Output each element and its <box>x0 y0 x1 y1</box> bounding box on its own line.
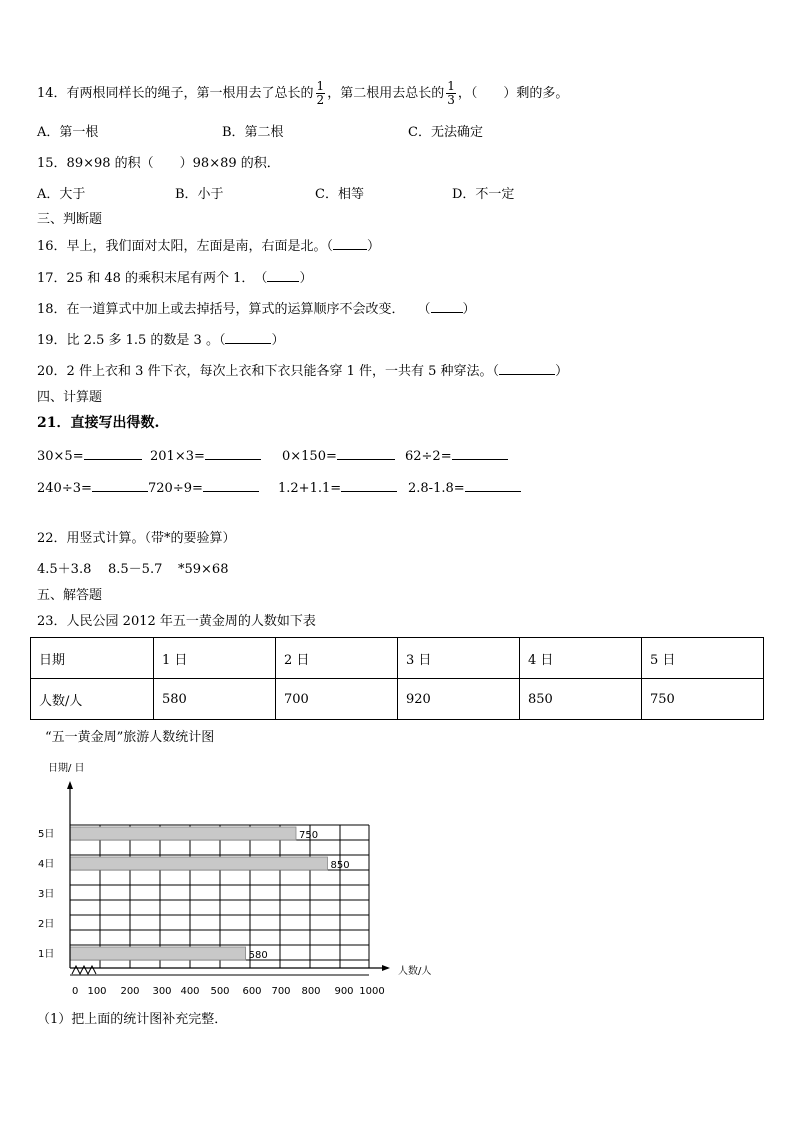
axis-break-mark <box>72 966 96 974</box>
section-heading-solution: 五、解答题 <box>37 588 103 603</box>
table-cell: 920 <box>398 679 520 720</box>
q23-sub1: （1）把上面的统计图补充完整． <box>37 1012 228 1027</box>
table-cell: 580 <box>154 679 276 720</box>
visitor-table <box>30 637 764 720</box>
q21-item: 240÷3= <box>37 481 148 497</box>
fraction-one-half: $\frac{1}{2}$ <box>316 79 325 107</box>
bar-value-label: 850 <box>330 860 350 871</box>
section-heading-judgement: 三、判断题 <box>37 212 103 227</box>
table-cell: 850 <box>520 679 642 720</box>
q22-item: 8.5－5.7 <box>108 562 163 577</box>
bar-4日 <box>70 857 328 870</box>
x-tick-label: 500 <box>210 986 230 997</box>
q19: 19．比 2.5 多 1.5 的数是 3 。（ ） <box>37 333 285 348</box>
q14-option-c[interactable]: C．无法确定 <box>408 125 483 140</box>
bar-value-label: 580 <box>248 950 268 961</box>
table-cell: 700 <box>276 679 398 720</box>
answer-blank[interactable] <box>499 374 555 375</box>
bar-5日 <box>70 827 296 840</box>
y-tick-label: 1日 <box>38 949 55 960</box>
answer-blank[interactable] <box>267 281 299 282</box>
bar-value-label: 750 <box>299 830 319 841</box>
x-axis-title: 人数/人 <box>398 966 432 977</box>
q22-title: 22．用竖式计算。（带*的要验算） <box>37 531 236 546</box>
bar-chart <box>0 755 460 1009</box>
q18: 18．在一道算式中加上或去掉括号，算式的运算顺序不会改变． （ ） <box>37 302 476 317</box>
answer-blank[interactable] <box>205 459 261 460</box>
x-tick-label: 0 <box>72 986 79 997</box>
q15-stem: 15．89×98 的积（ ）98×89 的积． <box>37 156 280 171</box>
y-tick-label: 2日 <box>38 919 55 930</box>
bar-chart-svg <box>0 755 460 1005</box>
q21-item: 720÷9= <box>148 481 259 497</box>
q21-item: 62÷2= <box>405 449 508 465</box>
x-tick-label: 600 <box>242 986 262 997</box>
bar-1日 <box>70 947 246 960</box>
q14-stem: 14．有两根同样长的绳子，第一根用去了总长的 $\frac{1}{2}$ ，第二根用去总长的 $\frac{1}{3}$ ，（ ）剩的多。 <box>37 79 569 107</box>
y-tick-label: 4日 <box>38 859 55 870</box>
y-axis-arrow <box>67 781 73 789</box>
q14-option-a[interactable]: A．第一根 <box>37 125 99 140</box>
x-tick-label: 800 <box>301 986 321 997</box>
y-tick-label: 3日 <box>38 889 55 900</box>
table-header-cell: 日期 <box>31 638 154 679</box>
fraction-one-third: $\frac{1}{3}$ <box>447 79 455 107</box>
x-tick-label: 400 <box>180 986 200 997</box>
x-tick-label: 100 <box>87 986 107 997</box>
q22-item: 4.5＋3.8 <box>37 562 92 577</box>
answer-blank[interactable] <box>225 343 271 344</box>
y-tick-label: 5日 <box>38 829 55 840</box>
q21-item: 1.2+1.1= <box>278 481 397 497</box>
answer-blank[interactable] <box>84 459 142 460</box>
x-tick-label: 900 <box>334 986 354 997</box>
x-tick-label: 1000 <box>359 986 385 997</box>
q21-item: 0×150= <box>282 449 395 465</box>
q15-option-c[interactable]: C．相等 <box>315 187 364 202</box>
q20: 20．2 件上衣和 3 件下衣，每次上衣和下衣只能各穿 1 件，一共有 5 种穿法。（ ） <box>37 364 569 379</box>
table-row <box>31 679 764 720</box>
q17: 17．25 和 48 的乘积末尾有两个 1． （ ） <box>37 271 313 286</box>
q14-option-b[interactable]: B．第二根 <box>222 125 284 140</box>
section-heading-calculation: 四、计算题 <box>37 390 103 405</box>
x-tick-label: 700 <box>271 986 291 997</box>
q22-item: *59×68 <box>178 562 229 577</box>
answer-blank[interactable] <box>452 459 508 460</box>
table-header-cell: 人数/人 <box>31 679 154 720</box>
answer-blank[interactable] <box>431 312 463 313</box>
table-cell: 2 日 <box>276 638 398 679</box>
answer-blank[interactable] <box>337 459 395 460</box>
table-row <box>31 638 764 679</box>
answer-blank[interactable] <box>341 491 397 492</box>
y-axis-title: 日期/ 日 <box>48 763 85 774</box>
q21-item: 201×3= <box>150 449 261 465</box>
table-cell: 4 日 <box>520 638 642 679</box>
q21-item: 2.8-1.8= <box>408 481 521 497</box>
q15-option-d[interactable]: D．不一定 <box>452 187 515 202</box>
answer-blank[interactable] <box>465 491 521 492</box>
q23-title: 23．人民公园 2012 年五一黄金周的人数如下表 <box>37 614 316 629</box>
x-tick-label: 300 <box>152 986 172 997</box>
table-cell: 750 <box>642 679 764 720</box>
table-cell: 3 日 <box>398 638 520 679</box>
q21-item: 30×5= <box>37 449 142 465</box>
table-cell: 5 日 <box>642 638 764 679</box>
answer-blank[interactable] <box>203 491 259 492</box>
x-tick-label: 200 <box>120 986 140 997</box>
q15-option-b[interactable]: B．小于 <box>175 187 224 202</box>
q16: 16．早上，我们面对太阳，左面是南，右面是北。（ ） <box>37 239 381 254</box>
q15-option-a[interactable]: A．大于 <box>37 187 86 202</box>
x-axis-arrow <box>382 965 390 971</box>
answer-blank[interactable] <box>92 491 148 492</box>
chart-title: “五一黄金周”旅游人数统计图 <box>45 730 215 745</box>
answer-blank[interactable] <box>333 249 367 250</box>
table-cell: 1 日 <box>154 638 276 679</box>
q21-title: 21．直接写出得数. <box>37 415 160 431</box>
